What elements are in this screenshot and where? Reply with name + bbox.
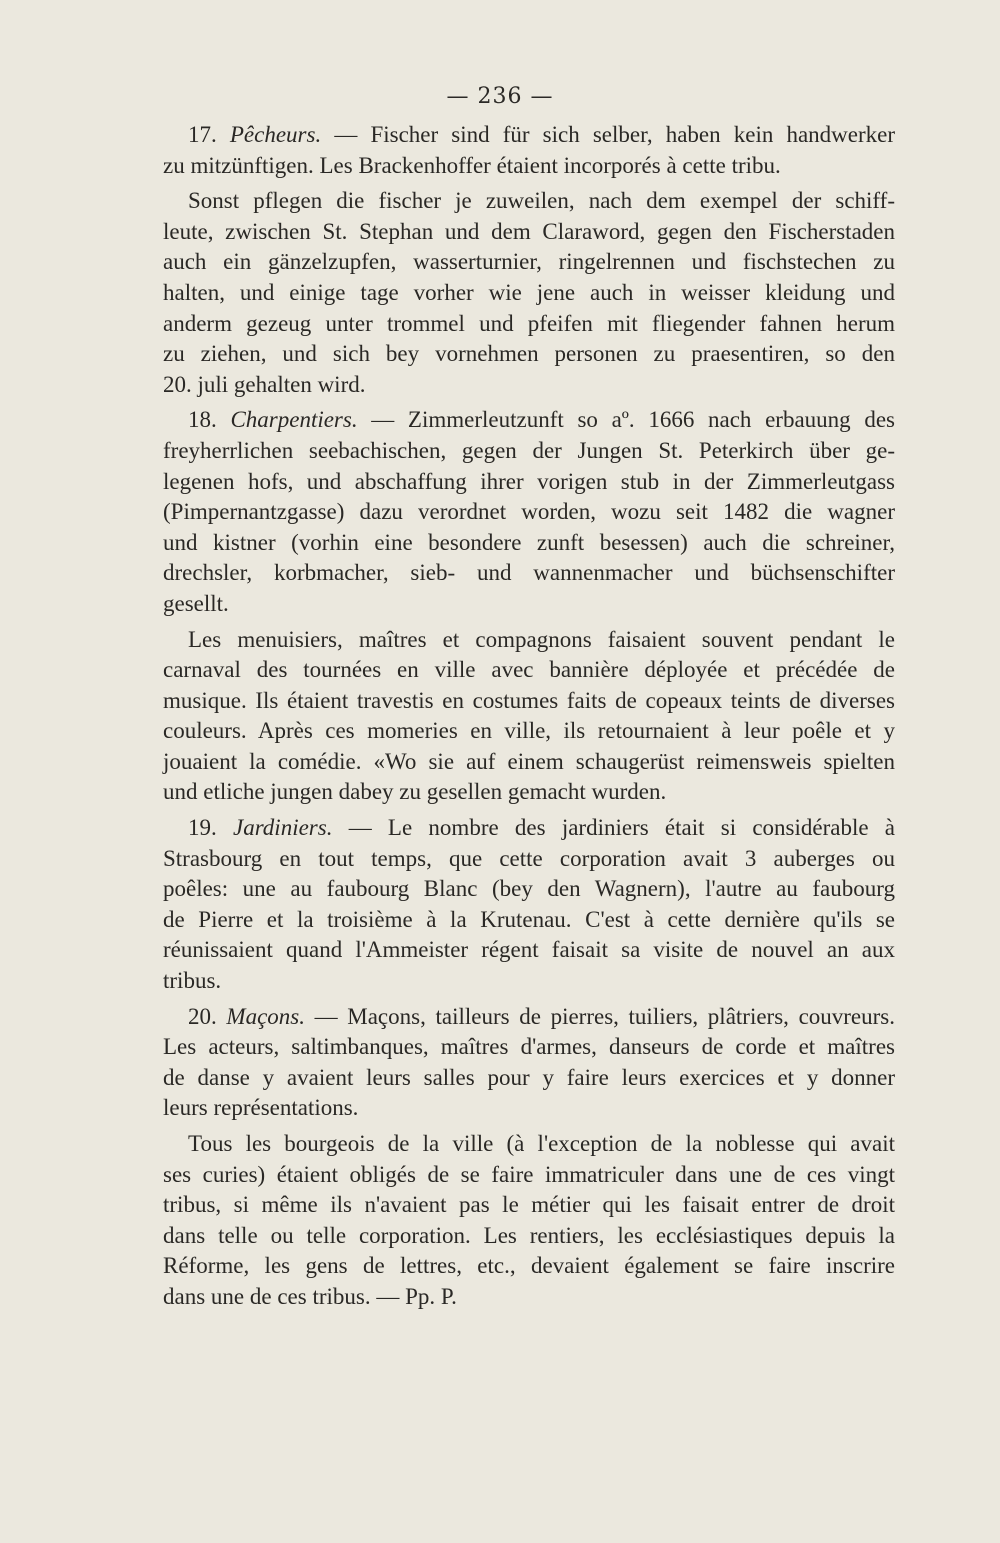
text-line: zu ziehen, und sich bey vornehmen personen zu praesentiren, so den: [163, 341, 895, 367]
paragraph: [163, 1129, 895, 1313]
page-number: — 236 —: [446, 84, 554, 109]
paragraph: [163, 625, 895, 809]
text-line: Sonst pflegen die fischer je zuweilen, nach dem exempel der schiff-: [188, 188, 895, 214]
paragraph: [163, 813, 895, 997]
text-line: [163, 120, 895, 151]
text-line: couleurs. Après ces momeries en ville, ils retournaient à leur poêle et y: [163, 718, 895, 744]
text-line: dans telle ou telle corporation. Les rentiers, les ecclésiastiques depuis la: [163, 1222, 895, 1248]
section-text: — Fischer sind für sich selber, haben kein handwerker: [321, 122, 896, 147]
section-text: — Zimmerleutzunft so aº. 1666 nach erbauung des: [357, 407, 896, 433]
text-line: [163, 1002, 895, 1033]
body-text: [163, 120, 895, 1313]
paragraph: [163, 405, 895, 619]
text-line: réunissaient quand l'Ammeister régent faisait sa visite de nouvel an aux: [163, 937, 895, 963]
section-heading: Charpentiers.: [230, 407, 358, 433]
text-line: Les menuisiers, maîtres et compagnons faisaient souvent pendant le: [188, 626, 895, 652]
text-line: gesellt.: [163, 590, 229, 616]
text-line: zu mitzünftigen. Les Brackenhoffer étaient incorporés à cette tribu.: [163, 152, 781, 178]
text-line: Tous les bourgeois de la ville (à l'exception de la noblesse qui avait: [188, 1131, 895, 1156]
text-line: (Pimpernantzgasse) dazu verordnet worden, wozu seit 1482 die wagner: [163, 499, 895, 525]
section-number: 19.: [188, 815, 233, 841]
text-line: und kistner (vorhin eine besondere zunft besessen) auch die schreiner,: [163, 529, 895, 555]
section-number: 20.: [188, 1003, 227, 1029]
text-line: [163, 813, 895, 844]
text-line: leurs représentations.: [163, 1095, 359, 1121]
text-line: drechsler, korbmacher, sieb- und wannenmacher und büchsenschifter: [163, 560, 895, 586]
text-line: Réforme, les gens de lettres, etc., devaient également se faire inscrire: [163, 1253, 895, 1279]
text-line: tribus, si même ils n'avaient pas le métier qui les faisait entrer de droit: [163, 1192, 895, 1218]
text-line: Les acteurs, saltimbanques, maîtres d'armes, danseurs de corde et maîtres: [163, 1034, 895, 1060]
text-line: de Pierre et la troisième à la Krutenau. C'est à cette dernière qu'ils se: [163, 906, 895, 932]
text-line: poêles: une au faubourg Blanc (bey den Wagnern), l'autre au faubourg: [163, 876, 895, 902]
section-heading: Pêcheurs.: [229, 122, 322, 147]
text-line: tribus.: [163, 968, 222, 994]
section-number: 17.: [188, 122, 230, 147]
text-line: [163, 405, 895, 436]
section-text: — Le nombre des jardiniers était si considérable à: [332, 815, 895, 841]
text-line: legenen hofs, und abschaffung ihrer vorigen stub in der Zimmerleutgass: [163, 468, 895, 494]
text-line: ses curies) étaient obligés de se faire immatriculer dans une de ces vingt: [163, 1161, 895, 1187]
text-line: 20. juli gehalten wird.: [163, 371, 366, 397]
text-line: freyherrlichen seebachischen, gegen der Jungen St. Peterkirch über ge-: [163, 437, 895, 463]
paragraph: [163, 1002, 895, 1124]
text-line: und etliche jungen dabey zu gesellen gemacht wurden.: [163, 779, 667, 805]
text-line: anderm gezeug unter trommel und pfeifen mit fliegender fahnen herum: [163, 310, 895, 336]
text-line: de danse y avaient leurs salles pour y faire leurs exercices et y donner: [163, 1064, 895, 1090]
text-line: musique. Ils étaient travestis en costumes faits de copeaux teints de diverses: [163, 687, 895, 713]
text-line: jouaient la comédie. «Wo sie auf einem schaugerüst reimensweis spielten: [163, 748, 895, 774]
section-text: — Maçons, tailleurs de pierres, tuiliers, plâtriers, couvreurs.: [304, 1003, 895, 1029]
text-line: halten, und einige tage vorher wie jene auch in weisser kleidung und: [163, 279, 895, 305]
text-line: leute, zwischen St. Stephan und dem Claraword, gegen den Fischerstaden: [163, 218, 895, 244]
text-line: Strasbourg en tout temps, que cette corporation avait 3 auberges ou: [163, 845, 895, 871]
paragraph: [163, 186, 895, 400]
text-line: dans une de ces tribus. — Pp. P.: [163, 1283, 457, 1309]
section-heading: Jardiniers.: [233, 815, 333, 841]
section-number: 18.: [188, 407, 231, 433]
section-heading: Maçons.: [226, 1003, 305, 1029]
text-line: auch ein gänzelzupfen, wasserturnier, ringelrennen und fischstechen zu: [163, 249, 895, 275]
paragraph: [163, 120, 895, 181]
text-line: carnaval des tournées en ville avec bannière déployée et précédée de: [163, 657, 895, 683]
